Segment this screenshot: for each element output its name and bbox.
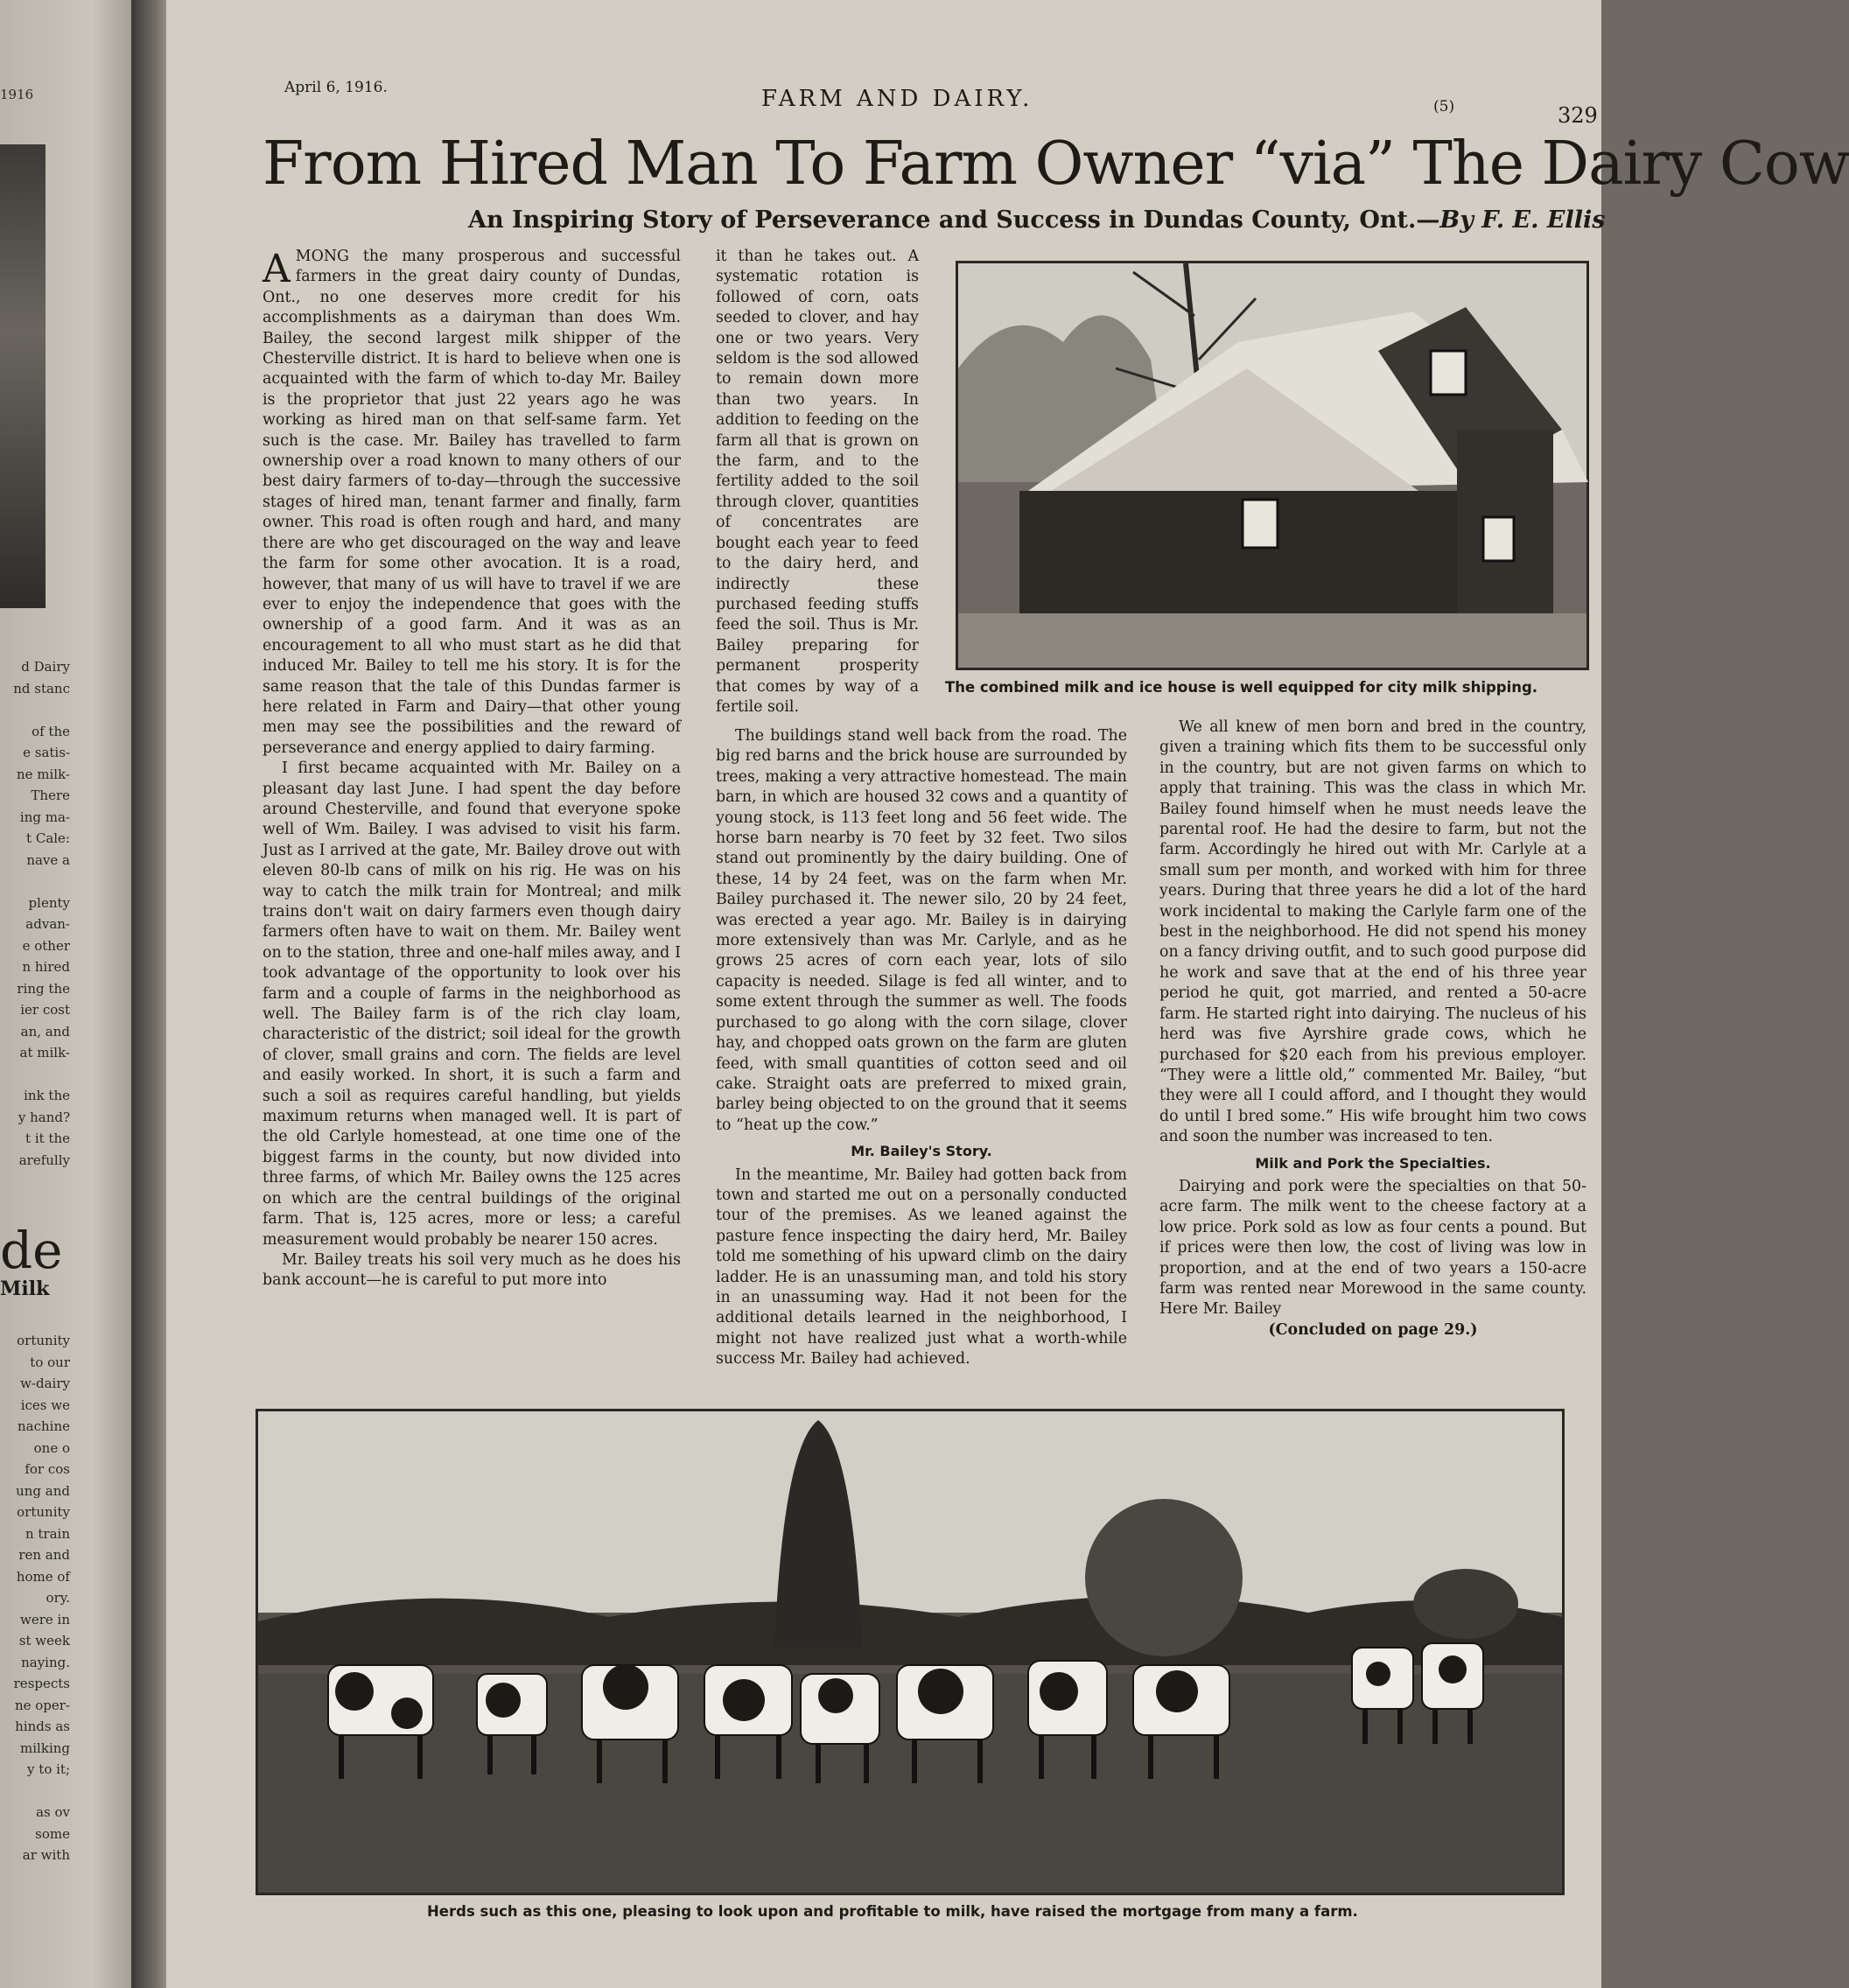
facing-page-line: d Dairy: [21, 659, 70, 675]
byline: By F. E. Ellis: [1439, 206, 1606, 234]
article-column-2-narrow: [716, 247, 919, 718]
facing-page-line: ne milk-: [16, 766, 70, 782]
facing-page-line: to our: [30, 1354, 70, 1370]
facing-page-line: advan-: [25, 916, 70, 932]
milk-house-photo: [956, 261, 1589, 670]
facing-page-year: 1916: [0, 87, 34, 102]
dairy-herd-illustration: [258, 1411, 1562, 1893]
paragraph: In the meantime, Mr. Bailey had gotten back from town and started me out on a personally conducted tour of the premises. As we leaned against the pasture fence inspecting the dairy herd, Mr. Bailey told me something of his upward climb on the dairy ladder. He is an unassuming man, and told his story in an unassuming way. Had it not been for the additional details learned in the neighborhood, I might not have realized just what a worth-while success Mr. Bailey had achieved.: [716, 1166, 1127, 1368]
article-headline: From Hired Man To Farm Owner “via” The Dairy Cow: [263, 130, 1849, 199]
facing-page-line: respects: [13, 1676, 70, 1691]
paragraph: it than he takes out. A systematic rotation is followed of corn, oats seeded to clover, and hay one or two years. Very seldom is the sod allowed to remain down more than two years. In addition to feeding on the farm all that is grown on the farm, and to the fertility added to the soil through clover, quantities of concentrates are bought each year to feed to the dairy herd, and indirectly these purchased feeding stuffs feed the soil. Thus is Mr. Bailey preparing for permanent prosperity that comes by way of a fertile soil.: [716, 248, 919, 716]
facing-page-line: ne oper-: [14, 1697, 70, 1713]
milk-house-caption: The combined milk and ice house is well equipped for city milk shipping.: [945, 679, 1538, 696]
dairy-herd-photo: [256, 1409, 1565, 1895]
facing-page-line: ortunity: [17, 1504, 70, 1520]
issue-date: April 6, 1916.: [284, 79, 388, 96]
facing-page-line: one o: [33, 1439, 70, 1456]
article-column-3: [1159, 718, 1586, 1340]
facing-page-line: nachine: [18, 1418, 70, 1434]
facing-page-line: ing ma-: [19, 808, 70, 825]
facing-page-line: home of: [16, 1568, 70, 1585]
facing-page-line: for cos: [25, 1461, 70, 1477]
facing-page-line: w-dairy: [20, 1376, 70, 1391]
paragraph: Dairying and pork were the specialties on that 50-acre farm. The milk went to the cheese factory at a low price. Pork sold as low as four cents a pound. But if prices were then low, the cost of living was low in proportion, and at the end of two years a 150-acre farm was rented near Morewood in the same county. Here Mr. Bailey: [1159, 1177, 1586, 1319]
facing-page-line: y hand?: [18, 1109, 70, 1125]
facing-page-line: of the: [32, 723, 70, 739]
facing-page-line: t it the: [25, 1130, 70, 1146]
facing-page-line: n hired: [22, 959, 70, 975]
facing-page-line: t Cale:: [26, 830, 70, 846]
facing-page-line: ier cost: [20, 1002, 70, 1018]
continued-notice: (Concluded on page 29.): [1268, 1320, 1478, 1339]
page-number: 329: [1558, 103, 1598, 128]
facing-page-line: at milk-: [19, 1045, 70, 1060]
facing-page-line: ices we: [20, 1396, 70, 1413]
facing-page-line: an, and: [20, 1023, 70, 1040]
facing-page-line: nave a: [26, 851, 70, 868]
facing-page-subhead-fragment: Milk: [0, 1278, 50, 1300]
facing-page-line: nd stanc: [13, 680, 70, 696]
facing-page-photo: [0, 144, 46, 608]
paragraph-text: MONG the many prosperous and successful farmers in the great dairy county of Dundas, Ont., no one deserves more credit for his accomplishments as a dairyman than does Wm. Bailey, the second largest milk shipper of the Chesterville district. It is hard to believe when one is acquainted with the farm of which to-day Mr. Bailey is the proprietor that just 22 years ago he was working as hired man on that self-same farm. Yet such is the case. Mr. Bailey has travelled to farm ownership over a road known to many others of our best dairy farmers of to-day—through the successive stages of hired man, tenant farmer and finally, farm owner. This road is often rough and hard, and many there are who get discouraged on the way and leave the farm for some other avocation. It is a road, however, that many of us will have to travel if we are ever to enjoy the independence that goes with the ownership of a good farm. And it was as an encouragement to all who must start as he did that induced Mr. Bailey to tell me his story. It is for the same reason that the tale of this Dundas farmer is here related in Farm and Dairy—that other young men may see the possibilities and the reward of perseverance and energy applied to dairy farming.: [263, 248, 681, 757]
facing-page-line: n train: [25, 1525, 70, 1542]
facing-page-line: ar with: [22, 1847, 70, 1863]
publication-name: FARM AND DAIRY.: [761, 86, 1033, 112]
article-column-1: [263, 247, 681, 1292]
facing-page-line: ink the: [24, 1088, 70, 1103]
facing-page-headline-fragment: de: [0, 1221, 63, 1280]
article-subhead: [468, 206, 1606, 234]
facing-page-line: ring the: [17, 980, 70, 997]
facing-page: [0, 0, 153, 1988]
facing-page-line: as ov: [36, 1804, 70, 1820]
facing-page-line: plenty: [28, 894, 70, 911]
folio-number: (5): [1433, 98, 1455, 116]
dairy-herd-caption: Herds such as this one, pleasing to look upon and profitable to milk, have raised the mortgage from many a farm.: [427, 1903, 1358, 1920]
facing-page-line: ung and: [16, 1482, 70, 1499]
paragraph: Mr. Bailey treats his soil very much as he does his bank account—he is careful to put more into: [263, 1250, 681, 1290]
facing-page-line: some: [35, 1825, 70, 1842]
paragraph: The buildings stand well back from the road. The big red barns and the brick house are surrounded by trees, making a very attractive homestead. The main barn, in which are housed 32 cows and a quantity of young stock, is 113 feet long and 56 feet wide. The horse barn nearby is 70 feet by 32 feet. Two silos stand out prominently by the dairy building. One of these, 14 by 24 feet, was on the farm when Mr. Bailey purchased it. The newer silo, 20 by 24 feet, was erected a year ago. Mr. Bailey is in dairying more extensively than was Mr. Carlyle, and as he grows 25 acres of corn each year, lots of silo capacity is needed. Silage is fed all winter, and to some extent through the summer as well. The foods purchased to go along with the corn silage, clover hay, and chopped oats grown on the farm are gluten feed, with small quantities of cotton seed and oil cake. Straight oats are preferred to mixed grain, barley being objected to on the ground that it seems to “heat up the cow.”: [716, 727, 1127, 1134]
paragraph: [263, 247, 681, 759]
facing-page-line: naying.: [21, 1654, 70, 1670]
drop-cap: A: [263, 247, 291, 291]
milk-house-illustration: [958, 263, 1586, 668]
facing-page-line: arefully: [18, 1152, 70, 1168]
paragraph: I first became acquainted with Mr. Bailey on a pleasant day last June. I had spent the day before around Chesterville, and found that everyone spoke well of Wm. Bailey. I was advised to visit his farm. Just as I arrived at the gate, Mr. Bailey drove out with eleven 80-lb cans of milk on his rig. He was on his way to catch the milk train for Montreal; and milk trains don't wait on dairy farmers even though dairy farmers often have to wait on them. Mr. Bailey went on to the station, three and one-half miles away, and I took advantage of the opportunity to look over his farm and a couple of farms in the neighborhood as well. The Bailey farm is of the rich clay loam, characteristic of the district; soil ideal for the growth of clover, small grains and corn. The fields are level and easily worked. In short, it is such a farm and such a soil as requires careful handling, but yields maximum returns when managed well. It is part of the old Carlyle homestead, at one time one of the biggest farms in the county, but now divided into three farms, of which Mr. Bailey owns the 125 acres on which are the central buildings of the original farm. That is, 125 acres, more or less; a careful measurement would probably be nearer 150 acres.: [263, 760, 681, 1249]
section-heading: Mr. Bailey's Story.: [851, 1143, 992, 1160]
article-column-2: [716, 726, 1127, 1370]
facing-page-line: were in: [20, 1611, 70, 1628]
subhead-text: An Inspiring Story of Perseverance and Success in Dundas County, Ont.—: [468, 206, 1440, 234]
paragraph: We all knew of men born and bred in the country, given a training which fits them to be successful only in the country, but are not given farms on which to apply that training. This was the class in which Mr. Bailey found himself when he must needs leave the parental roof. He had the desire to farm, but not the farm. Accordingly he hired out with Mr. Carlyle at a small sum per month, and worked with him for three years. During that three years he did a lot of the hard work incidental to making the Carlyle farm one of the best in the neighborhood. He did not spend his money on a fancy driving outfit, and to such good purpose did he work and save that at the end of his three year period he quit, got married, and rented a 50-acre farm. He started right into dairying. The nucleus of his herd was five Ayrshire grade cows, which he purchased for $20 each from his previous employer. “They were a little old,” commented Mr. Bailey, “but they were all I could afford, and I thought they would do until I bred some.” His wife brought him two cows and soon the number was increased to ten.: [1159, 718, 1586, 1146]
facing-page-line: y to it;: [27, 1761, 70, 1777]
facing-page-line: ory.: [46, 1590, 70, 1606]
facing-page-line: There: [31, 788, 70, 803]
facing-page-line: ortunity: [17, 1333, 70, 1348]
section-heading: Milk and Pork the Specialties.: [1255, 1154, 1491, 1172]
facing-page-line: milking: [20, 1740, 70, 1756]
facing-page-line: ren and: [18, 1547, 70, 1563]
facing-page-line: st week: [18, 1633, 70, 1648]
facing-page-line: hinds as: [15, 1718, 70, 1734]
facing-page-line: e satis-: [23, 745, 70, 760]
facing-page-line: e other: [22, 937, 70, 954]
